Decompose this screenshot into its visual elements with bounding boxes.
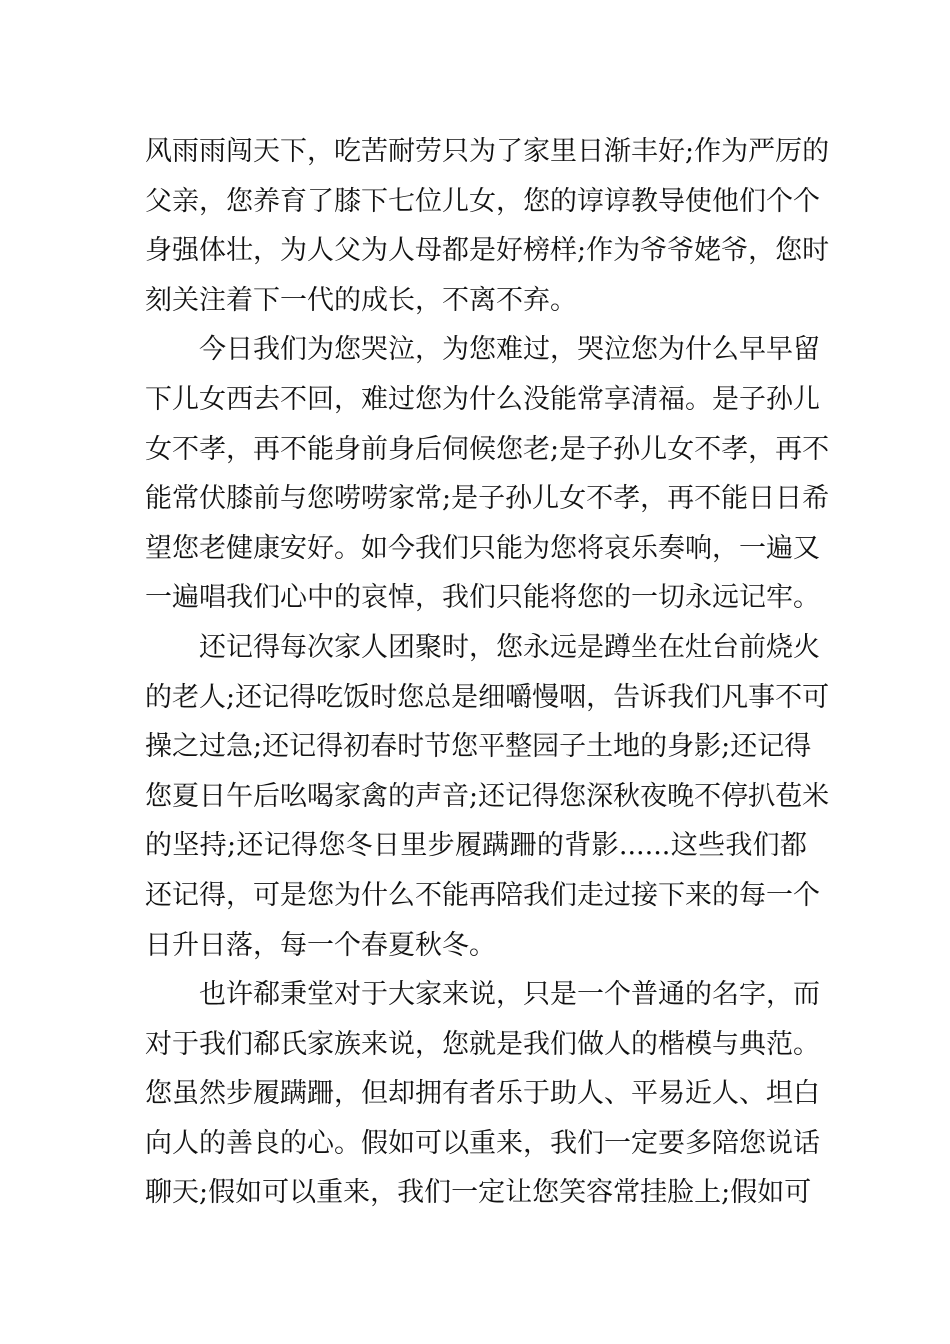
text-line: 身强体壮，为人父为人母都是好榜样;作为爷爷姥爷，您时 (145, 235, 830, 267)
text-line: 还记得每次家人团聚时，您永远是蹲坐在灶台前烧火 (199, 631, 820, 663)
body-text (145, 127, 830, 1218)
paragraph-4 (145, 970, 820, 1218)
text-line: 下儿女西去不回，难过您为什么没能常享清福。是子孙儿 (145, 383, 820, 415)
paragraph-3 (145, 623, 830, 970)
text-line: 日升日落，每一个春夏秋冬。 (145, 929, 496, 961)
text-line: 风雨雨闯天下，吃苦耐劳只为了家里日渐丰好;作为严厉的 (145, 136, 830, 167)
text-line: 您夏日午后吆喝家禽的声音;还记得您深秋夜晚不停扒苞米 (145, 780, 830, 812)
paragraph-2 (145, 325, 830, 623)
text-line: 的坚持;还记得您冬日里步履蹒跚的背影......这些我们都 (145, 830, 807, 862)
text-line: 一遍唱我们心中的哀悼，我们只能将您的一切永远记牢。 (145, 582, 820, 614)
text-line: 今日我们为您哭泣，为您难过，哭泣您为什么早早留 (199, 334, 820, 366)
text-line: 您虽然步履蹒跚，但却拥有者乐于助人、平易近人、坦白 (145, 1078, 820, 1110)
text-line: 刻关注着下一代的成长，不离不弃。 (145, 284, 577, 316)
text-line: 也许郗秉堂对于大家来说，只是一个普通的名字，而 (199, 979, 820, 1011)
text-line: 望您老健康安好。如今我们只能为您将哀乐奏响，一遍又 (145, 532, 820, 564)
paragraph-1 (145, 127, 830, 325)
text-line: 能常伏膝前与您唠唠家常;是子孙儿女不孝，再不能日日希 (145, 483, 830, 515)
text-line: 的老人;还记得吃饭时您总是细嚼慢咽，告诉我们凡事不可 (145, 681, 830, 713)
text-line: 聊天;假如可以重来，我们一定让您笑容常挂脸上;假如可 (145, 1177, 812, 1209)
text-line: 向人的善良的心。假如可以重来，我们一定要多陪您说话 (145, 1127, 820, 1159)
text-line: 还记得，可是您为什么不能再陪我们走过接下来的每一个 (145, 879, 820, 911)
text-line: 对于我们郗氏家族来说，您就是我们做人的楷模与典范。 (145, 1028, 820, 1060)
text-line: 女不孝，再不能身前身后伺候您老;是子孙儿女不孝，再不 (145, 433, 830, 465)
text-line: 父亲，您养育了膝下七位儿女，您的谆谆教导使他们个个 (145, 185, 820, 217)
text-line: 操之过急;还记得初春时节您平整园子土地的身影;还记得 (145, 731, 812, 763)
